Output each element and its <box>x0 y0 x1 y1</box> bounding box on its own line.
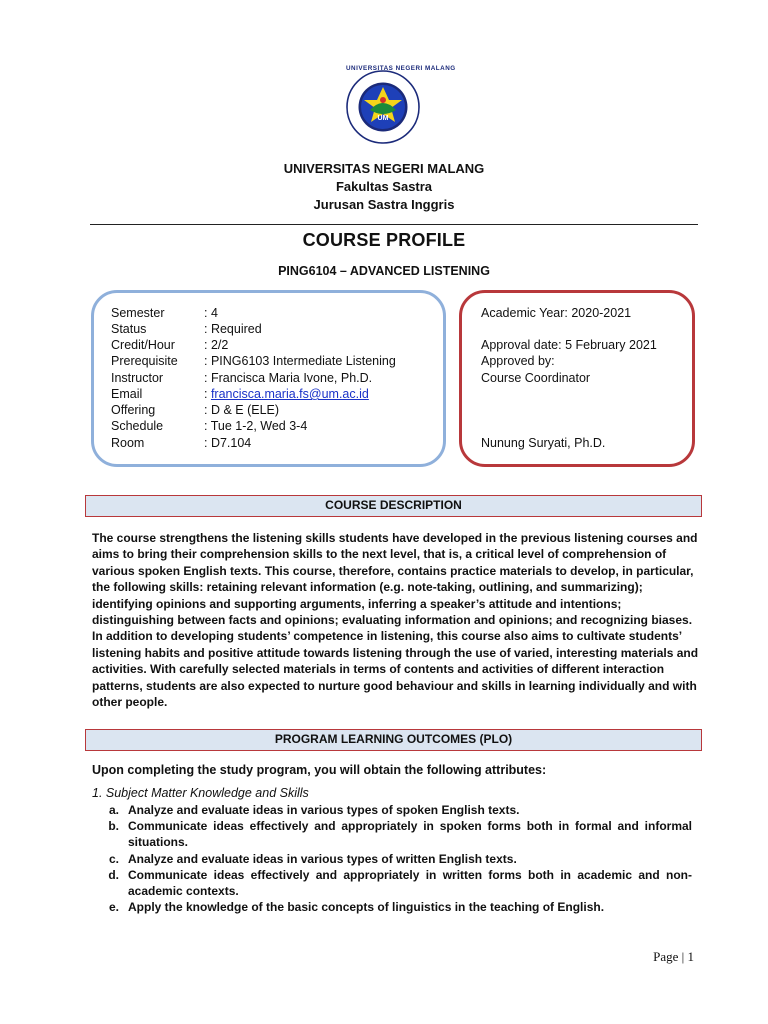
header-divider <box>90 224 698 225</box>
course-info-row <box>111 370 372 386</box>
um-seal-icon <box>346 65 456 156</box>
plo-item-marker: a. <box>108 803 119 817</box>
course-info-label: Offering <box>111 403 156 417</box>
page-title: COURSE PROFILE <box>302 230 466 250</box>
course-info-value: : Tue 1-2, Wed 3-4 <box>204 419 308 433</box>
course-title: PING6104 – ADVANCED LISTENING <box>278 264 490 278</box>
course-info-row <box>111 402 279 418</box>
course-description-heading: COURSE DESCRIPTION <box>85 495 702 517</box>
plo-subheading: 1. Subject Matter Knowledge and Skills <box>92 786 309 800</box>
university-logo <box>346 65 456 156</box>
course-info-row <box>111 337 228 353</box>
course-info-label: Email <box>111 387 143 401</box>
course-info-label: Instructor <box>111 371 164 385</box>
plo-item <box>92 802 692 818</box>
course-info-row <box>111 418 307 434</box>
plo-heading: PROGRAM LEARNING OUTCOMES (PLO) <box>85 729 702 751</box>
instructor-email-link[interactable]: francisca.maria.fs@um.ac.id <box>210 387 369 401</box>
course-description-text: The course strengthens the listening skills students have developed in the previous listening courses and aims to bring their comprehension skills to the next level, that is, a critical level of comprehension of various spoken English texts. This course, therefore, contains practice materials to develop, in particular, the following skills: retaining relevant information (e.g. note-taking, outlining, and summarizing); identifying opinions and supporting arguments, inferring a speaker’s attitude and intentions; distinguishing between facts and opinions; evaluating information and opinions; and recognizing biases. In addition to developing students’ competence in listening, this course also aims to cultivate students’ listening habits and positive attitude towards listening through the use of varied, interesting materials and activities. With carefully selected materials in terms of contents and activities of different interaction patterns, students are also expected to nurture good behaviour and skills in learning individually and with other people. <box>92 531 699 710</box>
course-info-label: Prerequisite <box>111 354 178 368</box>
academic-year: Academic Year: 2020-2021 <box>481 306 632 320</box>
plo-list <box>92 802 692 915</box>
course-info-value: : D7.104 <box>204 436 252 450</box>
course-info-row <box>111 353 396 369</box>
course-info-label: Schedule <box>111 419 164 433</box>
plo-item-marker: b. <box>108 819 119 834</box>
course-info-value: : Francisca Maria Ivone, Ph.D. <box>204 371 373 385</box>
course-info-value: : 2/2 <box>204 338 229 352</box>
course-info-row <box>111 305 218 321</box>
plo-item-marker: e. <box>108 900 119 915</box>
approved-by-label: Approved by: <box>481 354 555 368</box>
plo-item-marker: d. <box>108 867 119 882</box>
plo-item <box>92 818 692 850</box>
plo-item-text: Analyze and evaluate ideas in various types of written English texts. <box>128 851 517 866</box>
plo-item-text: Communicate ideas effectively and appropriately in written forms both in academic and non-academic contexts. <box>128 867 692 899</box>
course-info-value: : Required <box>204 322 262 336</box>
plo-item-text: Communicate ideas effectively and appropriately in spoken forms both in formal and informal situations. <box>128 819 692 850</box>
approver-role: Course Coordinator <box>481 371 591 385</box>
logo-ring-text: UNIVERSITAS NEGERI MALANG <box>346 65 456 72</box>
plo-item <box>92 899 692 915</box>
course-info-row <box>111 435 251 451</box>
course-info-label: Semester <box>111 306 165 320</box>
course-info-value: : <box>204 387 211 401</box>
logo-mark-text: UM <box>377 115 389 122</box>
page-number: Page | 1 <box>653 949 694 964</box>
course-info-value: : D & E (ELE) <box>204 403 280 417</box>
plo-item <box>92 867 692 899</box>
department-name: Jurusan Sastra Inggris <box>313 197 455 212</box>
plo-item-marker: c. <box>108 851 119 866</box>
faculty-name: Fakultas Sastra <box>335 179 433 194</box>
plo-item-text: Apply the knowledge of the basic concepts of linguistics in the teaching of English. <box>128 900 605 915</box>
plo-intro: Upon completing the study program, you will obtain the following attributes: <box>92 763 547 777</box>
course-info-row <box>111 386 369 402</box>
course-info-label: Room <box>111 436 145 450</box>
course-info-value: : 4 <box>204 306 218 320</box>
plo-item <box>92 851 692 867</box>
approver-name: Nunung Suryati, Ph.D. <box>481 436 606 450</box>
university-name: UNIVERSITAS NEGERI MALANG <box>283 161 485 176</box>
course-info-value: : PING6103 Intermediate Listening <box>204 354 396 368</box>
course-info-label: Credit/Hour <box>111 338 175 352</box>
course-info-label: Status <box>111 322 147 336</box>
plo-item-text: Analyze and evaluate ideas in various types of spoken English texts. <box>128 803 520 817</box>
course-description <box>92 530 704 710</box>
course-info-row <box>111 321 262 337</box>
approval-date: Approval date: 5 February 2021 <box>481 338 657 352</box>
